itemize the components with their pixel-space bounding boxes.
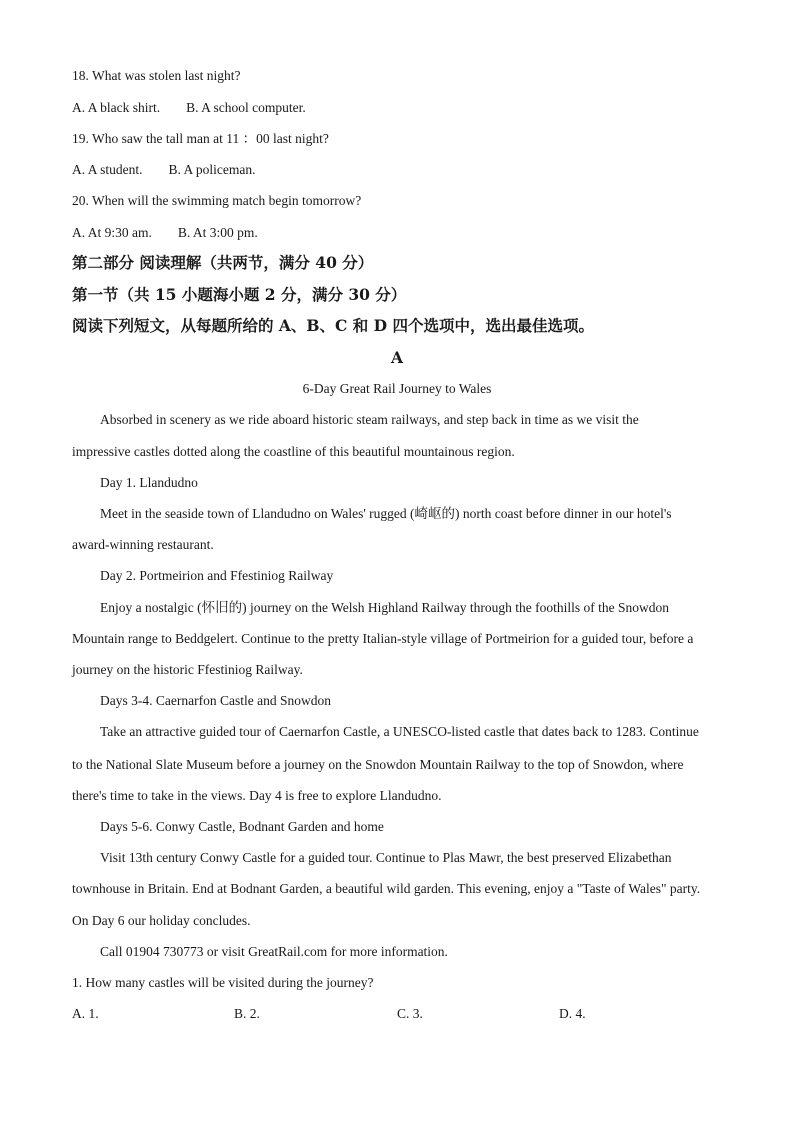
contact-line: Call 01904 730773 or visit GreatRail.com for more information. [100,944,448,959]
passage-line: Meet in the seaside town of Llandudno on Wales' rugged (崎岖的) north coast before dinner in our hotel's [100,506,672,521]
passage-letter: A [390,348,404,367]
passage-line: journey on the historic Ffestiniog Railway. [72,662,303,677]
passage-title: 6-Day Great Rail Journey to Wales [302,381,492,396]
option-b: B. A school computer. [186,100,306,115]
option-a: A. A student. [72,162,143,177]
option-b: B. At 3:00 pm. [177,225,258,240]
option-c: C. 3. [397,1006,423,1021]
question-1: 1. How many castles will be visited during the journey? [72,975,374,990]
question-20-options [72,224,734,242]
passage-line: Visit 13th century Conwy Castle for a guided tour. Continue to Plas Mawr, the best preserved Elizabethan [100,850,672,865]
question-19-options [72,161,734,179]
passage-line: to the National Slate Museum before a journey on the Snowdon Mountain Railway to the top of Snowdon, where [72,757,684,772]
option-a: A. At 9:30 am. [72,225,152,240]
passage-line: Mountain range to Beddgelert. Continue to the pretty Italian-style village of Portmeirion for a guided tour, before a [72,631,694,646]
option-b: B. A policeman. [168,162,256,177]
option-b: B. 2. [234,1006,260,1021]
passage-line: townhouse in Britain. End at Bodnant Garden, a beautiful wild garden. This evening, enjoy a "Taste of Wales" party. [72,881,701,896]
passage-line: Take an attractive guided tour of Caernarfon Castle, a UNESCO-listed castle that dates back to 1283. Continue [100,724,699,739]
question-18: 18. What was stolen last night? [72,68,241,83]
day-heading: Day 2. Portmeirion and Ffestiniog Railway [100,568,334,583]
passage-line: impressive castles dotted along the coastline of this beautiful mountainous region. [72,444,515,459]
option-a: A. A black shirt. [72,100,161,115]
section-heading-sec1: 第一节（共 15 小题海小题 2 分，满分 30 分） [72,285,407,304]
question-20: 20. When will the swimming match begin tomorrow? [72,193,362,208]
passage-line: Absorbed in scenery as we ride aboard historic steam railways, and step back in time as we visit the [100,412,639,427]
passage-line: On Day 6 our holiday concludes. [72,913,251,928]
day-heading: Days 5-6. Conwy Castle, Bodnant Garden and home [100,819,384,834]
option-a: A. 1. [72,1006,99,1021]
option-d: D. 4. [559,1006,586,1021]
question-18-options [72,99,734,117]
section-instructions: 阅读下列短文，从每题所给的 A、B、C 和 D 四个选项中，选出最佳选项。 [72,316,594,335]
day-heading: Days 3-4. Caernarfon Castle and Snowdon [100,693,331,708]
passage-line: Enjoy a nostalgic (怀旧的) journey on the Welsh Highland Railway through the foothills of the Snowdon [100,600,669,615]
section-heading-part2: 第二部分 阅读理解（共两节，满分 40 分） [72,253,374,272]
question-19: 19. Who saw the tall man at 11 ：00 last night? [72,131,329,146]
passage-line: there's time to take in the views. Day 4 is free to explore Llandudno. [72,788,442,803]
passage-line: award-winning restaurant. [72,537,214,552]
day-heading: Day 1. Llandudno [100,475,198,490]
